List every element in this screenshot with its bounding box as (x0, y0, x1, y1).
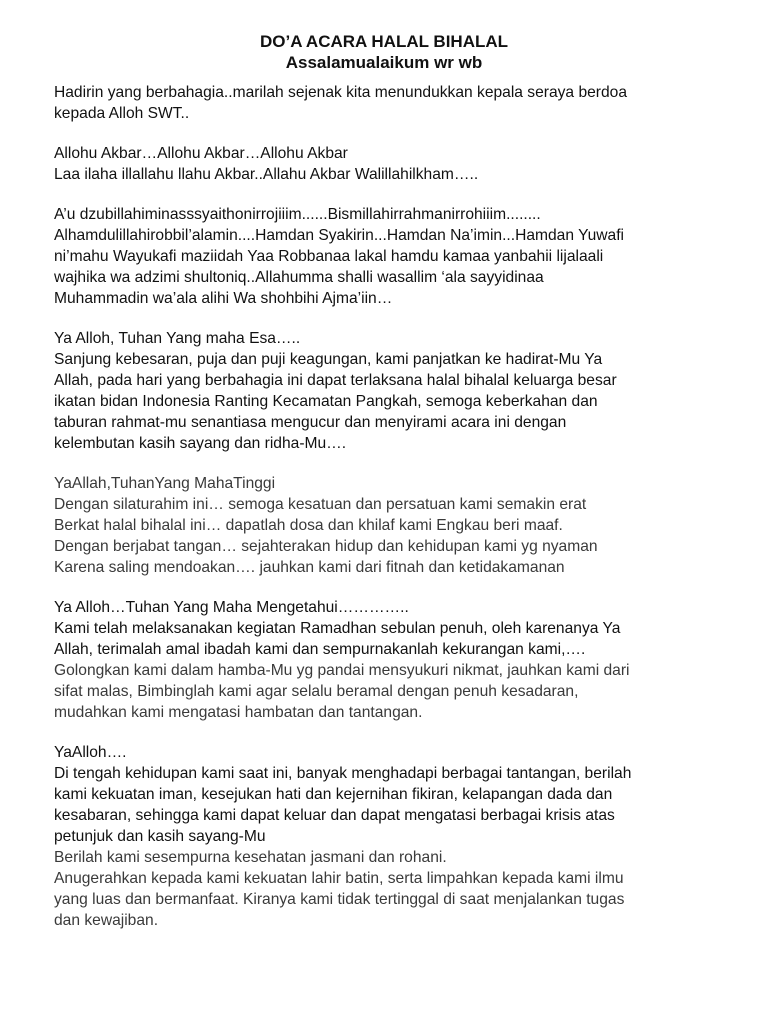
text-line: ni’mahu Wayukafi maziidah Yaa Robbanaa lakal hamdu kamaa yanbahii lijalaali (54, 248, 604, 265)
paragraph-opening (54, 82, 728, 124)
text-line: kami kekuatan iman, kesejukan hati dan kejernihan fikiran, kelapangan dada dan (54, 786, 613, 803)
text-line: yang luas dan bermanfaat. Kiranya kami tidak tertinggal di saat menjalankan tugas (54, 891, 625, 908)
paragraph-ya-allah-tinggi (54, 473, 728, 578)
text-line: YaAlloh…. (54, 744, 127, 761)
text-line: Karena saling mendoakan…. jauhkan kami dari fitnah dan ketidakamanan (54, 559, 565, 576)
text-line: Dengan silaturahim ini… semoga kesatuan dan persatuan kami semakin erat (54, 496, 587, 513)
text-line: Hadirin yang berbahagia..marilah sejenak kita menundukkan kepala seraya berdoa (54, 84, 627, 101)
text-line: Golongkan kami dalam hamba-Mu yg pandai mensyukuri nikmat, jauhkan kami dari (54, 662, 630, 679)
text-line: mudahkan kami mengatasi hambatan dan tantangan. (54, 704, 423, 721)
text-line: Berilah kami sesempurna kesehatan jasmani dan rohani. (54, 849, 447, 866)
text-line: kesabaran, sehingga kami dapat keluar dan dapat mengatasi berbagai krisis atas (54, 807, 615, 824)
paragraph-ya-alloh-closing (54, 742, 728, 931)
text-line: kepada Alloh SWT.. (54, 105, 190, 122)
document-subtitle: Assalamualaikum wr wb (285, 53, 483, 72)
text-line: wajhika wa adzimi shultoniq..Allahumma shalli wasallim ‘ala sayyidinaa (54, 269, 544, 286)
text-line: Alhamdulillahirobbil’alamin....Hamdan Syakirin...Hamdan Na’imin...Hamdan Yuwafi (54, 227, 625, 244)
text-line: Muhammadin wa’ala alihi Wa shohbihi Ajma’iin… (54, 290, 393, 307)
text-line: Dengan berjabat tangan… sejahterakan hidup dan kehidupan kami yg nyaman (54, 538, 598, 555)
text-line: Kami telah melaksanakan kegiatan Ramadhan sebulan penuh, oleh karenanya Ya (54, 620, 621, 637)
text-line: dan kewajiban. (54, 912, 159, 929)
text-line: taburan rahmat-mu senantiasa mengucur dan menyirami acara ini dengan (54, 414, 567, 431)
text-line: petunjuk dan kasih sayang-Mu (54, 828, 266, 845)
text-line: sifat malas, Bimbinglah kami agar selalu beramal dengan penuh kesadaran, (54, 683, 579, 700)
text-line: A’u dzubillahiminasssyaithonirrojiiim......Bismillahirrahmanirrohiiim........ (54, 206, 541, 223)
text-line: kelembutan kasih sayang dan ridha-Mu…. (54, 435, 347, 452)
text-line: YaAllah,TuhanYang MahaTinggi (54, 475, 276, 492)
paragraph-ya-alloh-esa (54, 328, 728, 454)
text-line: Laa ilaha illallahu llahu Akbar..Allahu Akbar Walillahilkham….. (54, 166, 479, 183)
text-line: Allah, terimalah amal ibadah kami dan sempurnakanlah kekurangan kami,…. (54, 641, 586, 658)
text-line: Ya Alloh…Tuhan Yang Maha Mengetahui………….. (54, 599, 409, 616)
text-line: Berkat halal bihalal ini… dapatlah dosa dan khilaf kami Engkau beri maaf. (54, 517, 563, 534)
paragraph-ya-alloh-mengetahui (54, 597, 728, 723)
paragraph-takbir (54, 143, 728, 185)
text-line: Allah, pada hari yang berbahagia ini dapat terlaksana halal bihalal keluarga besar (54, 372, 617, 389)
paragraph-taawudz (54, 204, 728, 309)
text-line: Ya Alloh, Tuhan Yang maha Esa….. (54, 330, 301, 347)
text-line: Anugerahkan kepada kami kekuatan lahir batin, serta limpahkan kepada kami ilmu (54, 870, 624, 887)
text-line: Sanjung kebesaran, puja dan puji keagungan, kami panjatkan ke hadirat-Mu Ya (54, 351, 603, 368)
document-title: DO’A ACARA HALAL BIHALAL (259, 32, 509, 51)
text-line: Di tengah kehidupan kami saat ini, banyak menghadapi berbagai tantangan, berilah (54, 765, 632, 782)
text-line: ikatan bidan Indonesia Ranting Kecamatan Pangkah, semoga keberkahan dan (54, 393, 598, 410)
text-line: Allohu Akbar…Allohu Akbar…Allohu Akbar (54, 145, 348, 162)
